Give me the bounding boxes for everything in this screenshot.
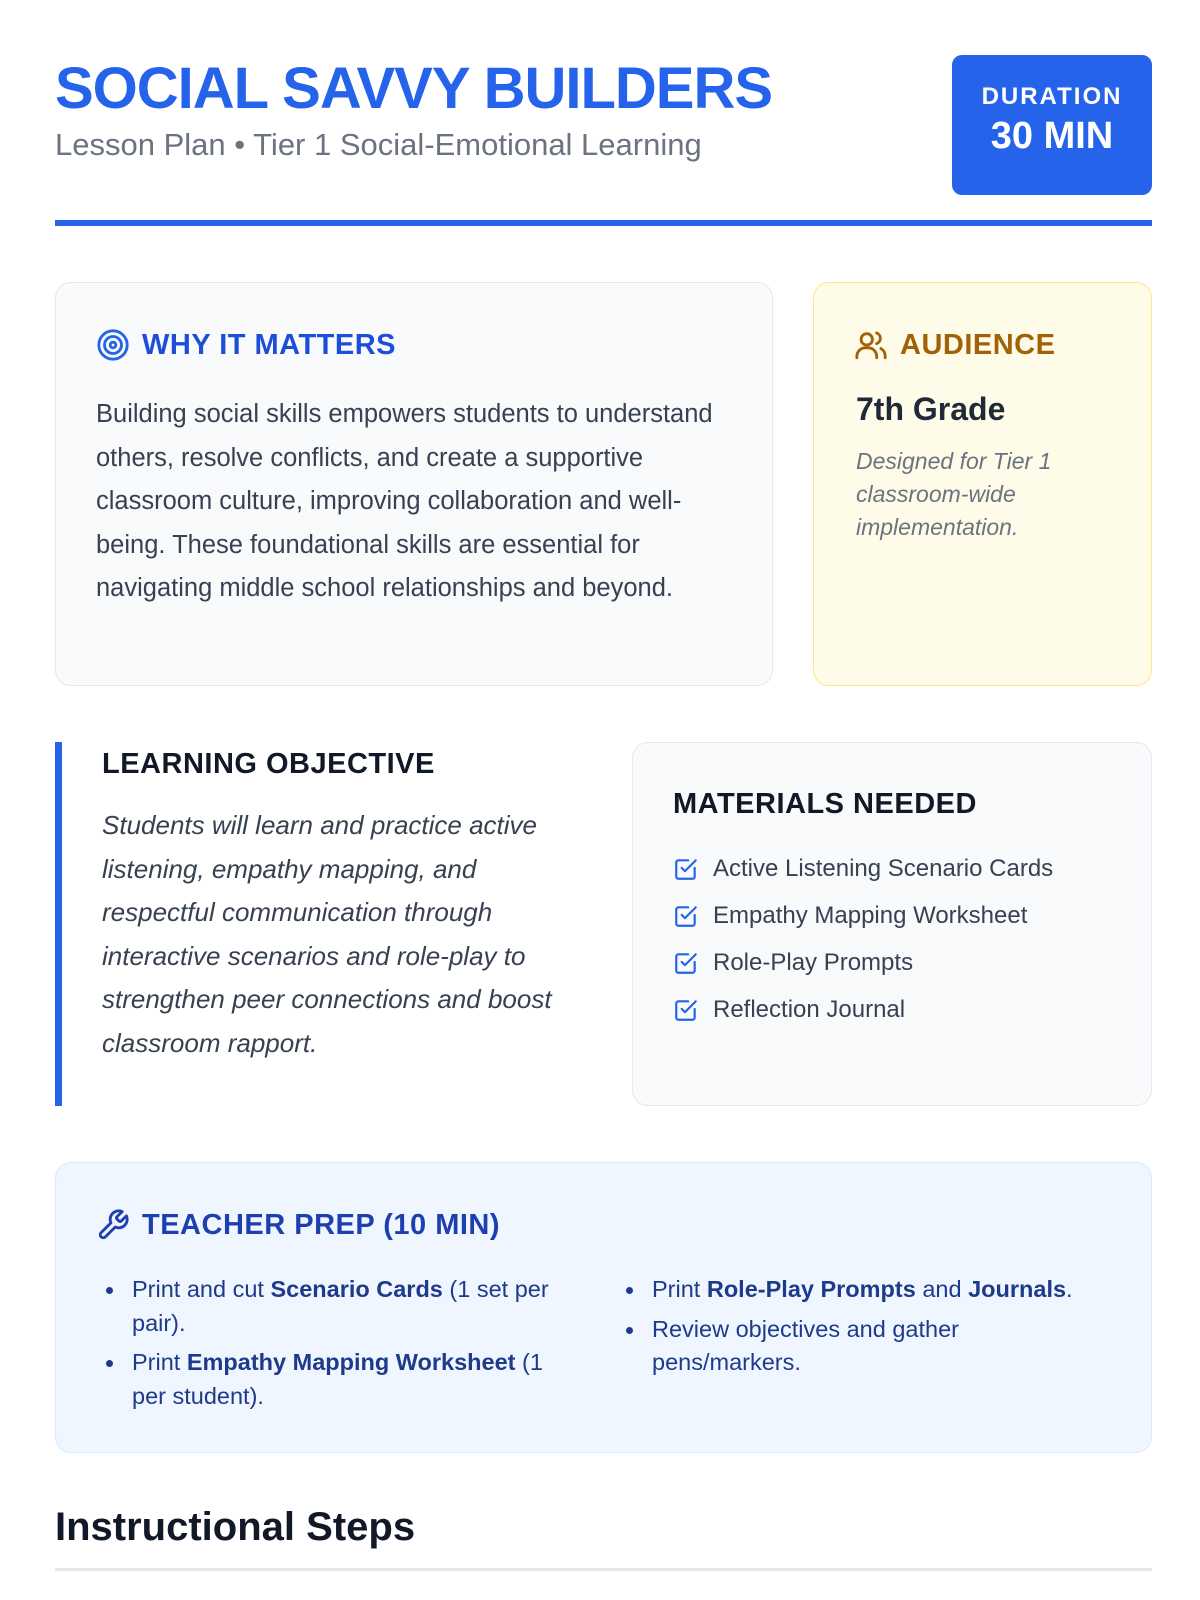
teacher-prep-title: TEACHER PREP (10 MIN): [142, 1208, 501, 1241]
duration-value: 30 MIN: [990, 115, 1114, 157]
wrench-icon: [96, 1208, 130, 1242]
learning-objective-text: Students will learn and practice active listening, empathy mapping, and respectful communication through interactive scenarios and role-play to strengthen peer connections and boost classroom rapport.: [102, 810, 552, 1058]
materials-item-label: Active Listening Scenario Cards: [713, 854, 1054, 882]
target-icon: [96, 328, 130, 362]
materials-heading: MATERIALS NEEDED: [673, 788, 977, 820]
teacher-prep-item: Print Empathy Mapping Worksheet (1 per student).: [106, 1346, 576, 1413]
materials-item-label: Reflection Journal: [713, 995, 906, 1023]
instructional-steps-heading: Instructional Steps: [55, 1505, 416, 1549]
learning-objective-heading: LEARNING OBJECTIVE: [102, 748, 435, 780]
teacher-prep-column: [106, 1273, 576, 1419]
why-it-matters-body: Building social skills empowers students to understand others, resolve conflicts, and create a supportive classroom culture, improving collaboration and well-being. These foundational skills are essential for navigating middle school relationships and beyond.: [96, 400, 713, 602]
duration-badge: [952, 55, 1152, 195]
duration-label: DURATION: [981, 83, 1123, 110]
materials-list: [673, 845, 1053, 1033]
teacher-prep-heading: [96, 1208, 500, 1242]
teacher-prep-column: [626, 1273, 1096, 1386]
checkbox-icon: [673, 997, 699, 1023]
materials-card: [632, 742, 1152, 1106]
learning-objective: [55, 742, 575, 1106]
checkbox-icon: [673, 903, 699, 929]
audience-note: Designed for Tier 1 classroom-wide implementation.: [856, 448, 1052, 540]
materials-item: [673, 939, 1053, 986]
why-it-matters-card: [55, 282, 773, 686]
instructional-steps-divider: [55, 1568, 1152, 1571]
checkbox-icon: [673, 856, 699, 882]
teacher-prep-item: Review objectives and gather pens/markers.: [626, 1313, 1096, 1380]
teacher-prep-card: [55, 1162, 1152, 1453]
header-divider: [55, 220, 1152, 226]
teacher-prep-item: Print Role-Play Prompts and Journals.: [626, 1273, 1096, 1307]
lesson-header: [55, 55, 1152, 195]
page-title: SOCIAL SAVVY BUILDERS: [55, 56, 773, 121]
materials-item: [673, 986, 1053, 1033]
page-subtitle: Lesson Plan • Tier 1 Social-Emotional Learning: [55, 127, 702, 162]
audience-card: [813, 282, 1152, 686]
why-it-matters-heading: [96, 328, 396, 362]
audience-grade: 7th Grade: [856, 391, 1006, 427]
materials-item: [673, 845, 1053, 892]
materials-item: [673, 892, 1053, 939]
materials-item-label: Empathy Mapping Worksheet: [713, 901, 1028, 929]
audience-heading: [854, 328, 1055, 362]
teacher-prep-item: Print and cut Scenario Cards (1 set per pair).: [106, 1273, 576, 1340]
materials-item-label: Role-Play Prompts: [713, 948, 914, 976]
audience-title: AUDIENCE: [900, 328, 1056, 361]
users-icon: [854, 328, 888, 362]
why-it-matters-title: WHY IT MATTERS: [142, 328, 397, 361]
checkbox-icon: [673, 950, 699, 976]
